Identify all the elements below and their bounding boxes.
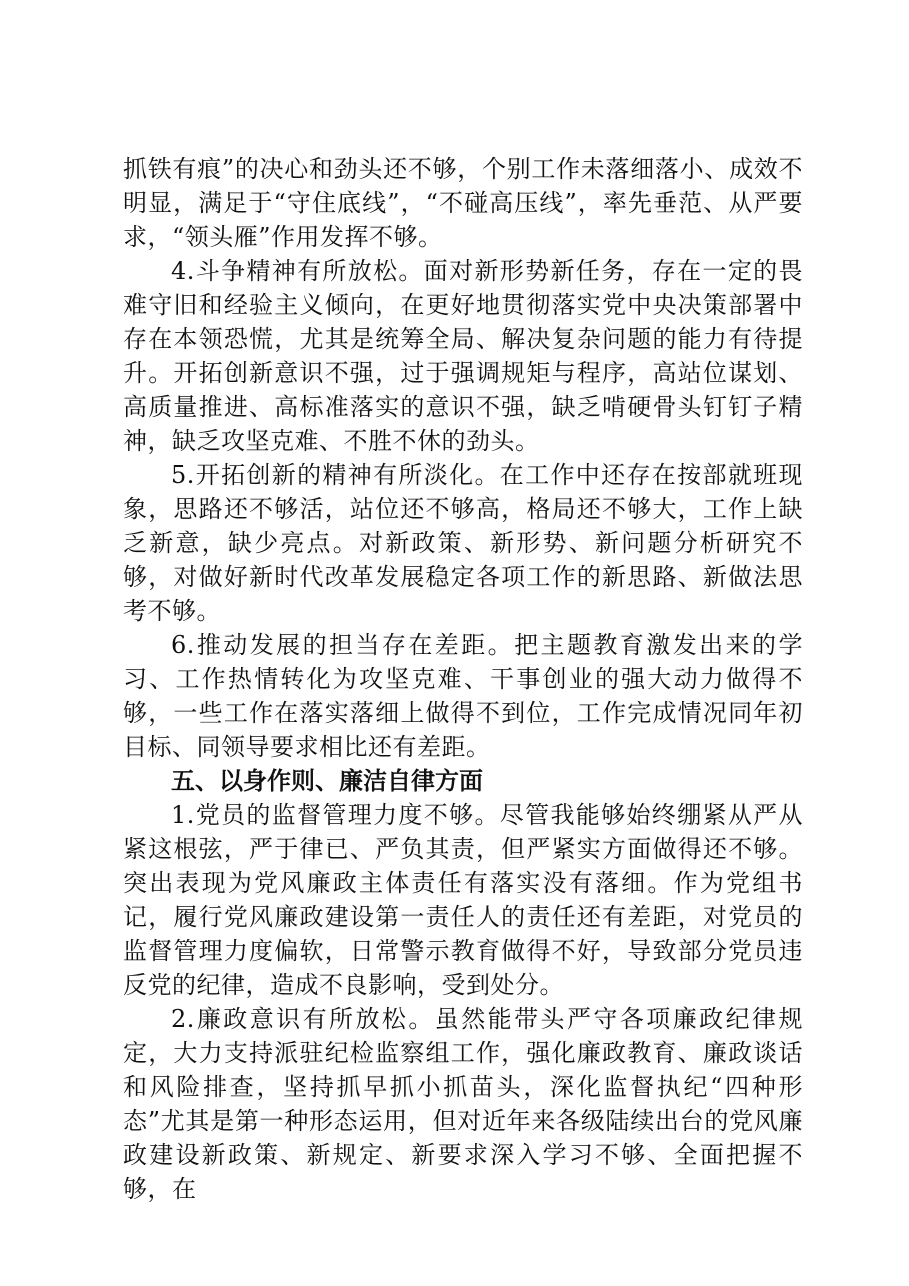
paragraph-continuation: 抓铁有痕”的决心和劲头还不够，个别工作未落细落小、成效不明显，满足于“守住底线”，“不碰高压线”，率先垂范、从严要求，“领头雁”作用发挥不够。 <box>123 155 803 251</box>
paragraph-item-5: 5.开拓创新的精神有所淡化。在工作中还存在按部就班现象，思路还不够活，站位还不够高，格局还不够大，工作上缺乏新意，缺少亮点。对新政策、新形势、新问题分析研究不够，对做好新时代改革发展稳定各项工作的新思路、新做法思考不够。 <box>123 461 803 625</box>
paragraph-section5-item-2: 2.廉政意识有所放松。虽然能带头严守各项廉政纪律规定，大力支持派驻纪检监察组工作，强化廉政教育、廉政谈话和风险排查，坚持抓早抓小抓苗头，深化监督执纪“四种形态”尤其是第一种形态运用，但对近年来各级陆续出台的党风廉政建设新政策、新规定、新要求深入学习不够、全面把握不够，在 <box>123 1005 803 1203</box>
paragraph-section5-item-1: 1.党员的监督管理力度不够。尽管我能够始终绷紧从严从紧这根弦，严于律已、严负其责，但严紧实方面做得还不够。突出表现为党风廉政主体责任有落实没有落细。作为党组书记，履行党风廉政建设第一责任人的责任还有差距，对党员的监督管理力度偏软，日常警示教育做得不好，导致部分党员违反党的纪律，造成不良影响，受到处分。 <box>123 801 803 999</box>
paragraph-item-6: 6.推动发展的担当存在差距。把主题教育激发出来的学习、工作热情转化为攻坚克难、干事创业的强大动力做得不够，一些工作在落实落细上做得不到位，工作完成情况同年初目标、同领导要求相比还有差距。 <box>123 631 803 761</box>
section-heading: 五、以身作则、廉洁自律方面 <box>171 767 483 795</box>
document-body <box>123 152 803 1206</box>
paragraph-item-4: 4.斗争精神有所放松。面对新形势新任务，存在一定的畏难守旧和经验主义倾向，在更好地贯彻落实党中央决策部署中存在本领恐慌，尤其是统筹全局、解决复杂问题的能力有待提升。开拓创新意识不强，过于强调规矩与程序，高站位谋划、高质量推进、高标准落实的意识不强，缺乏啃硬骨头钉钉子精神，缺乏攻坚克难、不胜不休的劲头。 <box>123 257 803 455</box>
